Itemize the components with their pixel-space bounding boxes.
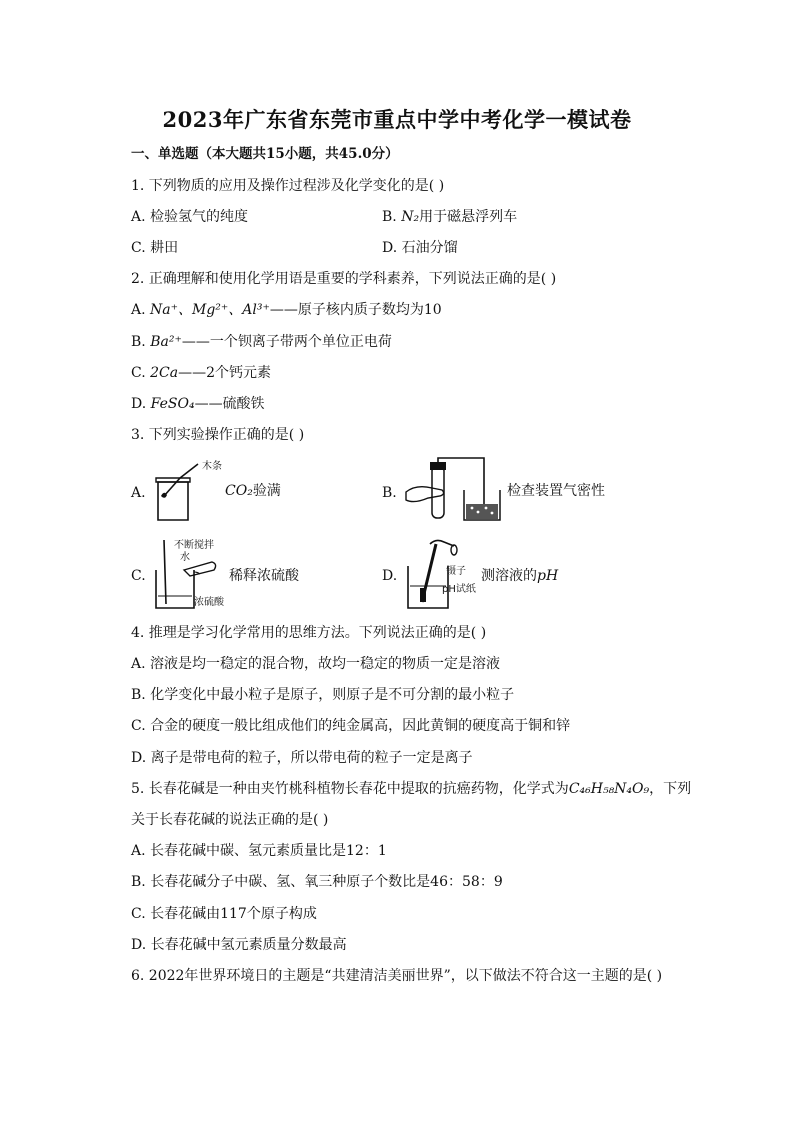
ph-test-figure — [402, 536, 482, 612]
q2-option-c-formula: 2Ca — [150, 365, 179, 381]
q5-option-b: B. 长春花碱分子中碳、氢、氧三种原子个数比是46：58：9 — [131, 874, 503, 890]
q3-option-c-label: C. — [131, 568, 146, 584]
q1-option-b-text: 用于磁悬浮列车 — [419, 209, 518, 225]
q1-option-b-prefix: B. — [382, 209, 402, 225]
page-title: 2023年广东省东莞市重点中学中考化学一模试卷 — [162, 107, 632, 132]
q6-stem: 6. 2022年世界环境日的主题是“共建清洁美丽世界”，以下做法不符合这一主题的是( ) — [131, 968, 663, 984]
q1-stem: 1. 下列物质的应用及操作过程涉及化学变化的是( ) — [131, 178, 445, 194]
q2-option-b — [131, 333, 392, 351]
acid-dilution-figure — [150, 536, 230, 612]
q5-stem — [131, 780, 691, 798]
q4-option-d: D. 离子是带电荷的粒子，所以带电荷的粒子一定是离子 — [131, 750, 473, 766]
q5-stem-text: 5. 长春花碱是一种由夹竹桃科植物长春花中提取的抗癌药物，化学式为 — [131, 781, 569, 797]
q5-option-a: A. 长春花碱中碳、氢元素质量比是12：1 — [131, 843, 387, 859]
q3-option-c-caption: 稀释浓硫酸 — [229, 568, 299, 584]
airtightness-check-figure — [402, 456, 502, 524]
q3-option-d-text: 测溶液的 — [481, 568, 537, 584]
q2-option-d — [131, 395, 265, 413]
q2-option-a-text: ——原子核内质子数均为10 — [269, 302, 442, 318]
tweezers-label: 镊子 — [446, 566, 466, 577]
acid-label: 浓硫酸 — [194, 597, 224, 608]
q1-option-a: A. 检验氢气的纯度 — [131, 209, 249, 225]
q2-option-c-prefix: C. — [131, 365, 151, 381]
q3-option-b-caption: 检查装置气密性 — [507, 483, 605, 499]
q3-stem: 3. 下列实验操作正确的是( ) — [131, 427, 305, 443]
section-heading: 一、单选题（本大题共15小题，共45.0分） — [131, 146, 399, 162]
q2-stem: 2. 正确理解和使用化学用语是重要的学科素养，下列说法正确的是( ) — [131, 271, 557, 287]
q3-option-a-label: A. — [131, 485, 146, 501]
q3-option-a-caption — [225, 482, 281, 500]
q4-option-a: A. 溶液是均一稳定的混合物，故均一稳定的物质一定是溶液 — [131, 656, 501, 672]
q3-option-b-label: B. — [382, 485, 397, 501]
q2-option-b-text: ——一个钡离子带两个单位正电荷 — [181, 334, 392, 350]
q2-option-d-prefix: D. — [131, 396, 151, 412]
stir-label: 不断搅拌 — [174, 540, 214, 551]
q4-stem: 4. 推理是学习化学常用的思维方法。下列说法正确的是( ) — [131, 625, 487, 641]
water-label: 水 — [180, 552, 190, 563]
q1-option-b — [382, 208, 517, 226]
q5-stem-tail: ，下列 — [649, 781, 692, 797]
q4-option-c: C. 合金的硬度一般比组成他们的纯金属高，因此黄铜的硬度高于铜和锌 — [131, 718, 571, 734]
q2-option-a — [131, 301, 442, 319]
q5-stem-line2: 关于长春花碱的说法正确的是( ) — [131, 812, 329, 828]
q2-option-b-formula: Ba²⁺ — [150, 334, 182, 350]
q1-option-d: D. 石油分馏 — [382, 240, 458, 256]
q1-option-b-formula: N₂ — [401, 209, 420, 225]
q3-option-d-caption — [481, 567, 558, 585]
co2-collection-figure — [150, 456, 230, 524]
q1-option-c: C. 耕田 — [131, 240, 179, 256]
q5-option-c: C. 长春花碱由117个原子构成 — [131, 906, 317, 922]
q3-option-a-text: 验满 — [252, 483, 281, 499]
stick-label: 木条 — [202, 461, 222, 472]
q2-option-c-text: ——2个钙元素 — [178, 365, 272, 381]
q2-option-a-prefix: A. — [131, 302, 151, 318]
q2-option-d-text: ——硫酸铁 — [194, 396, 265, 412]
q5-stem-formula: C₄₆H₅₈N₄O₉ — [568, 781, 650, 797]
q3-option-d-label: D. — [382, 568, 398, 584]
q3-option-d-formula: pH — [537, 568, 559, 584]
q2-option-d-formula: FeSO₄ — [150, 396, 195, 412]
q2-option-c — [131, 364, 271, 382]
q5-option-d: D. 长春花碱中氢元素质量分数最高 — [131, 937, 347, 953]
q4-option-b: B. 化学变化中最小粒子是原子，则原子是不可分割的最小粒子 — [131, 687, 515, 703]
q3-option-a-formula: CO₂ — [225, 483, 253, 499]
q2-option-a-formula: Na⁺、Mg²⁺、Al³⁺ — [150, 302, 270, 318]
ph-paper-label: pH试纸 — [442, 584, 476, 595]
q2-option-b-prefix: B. — [131, 334, 151, 350]
